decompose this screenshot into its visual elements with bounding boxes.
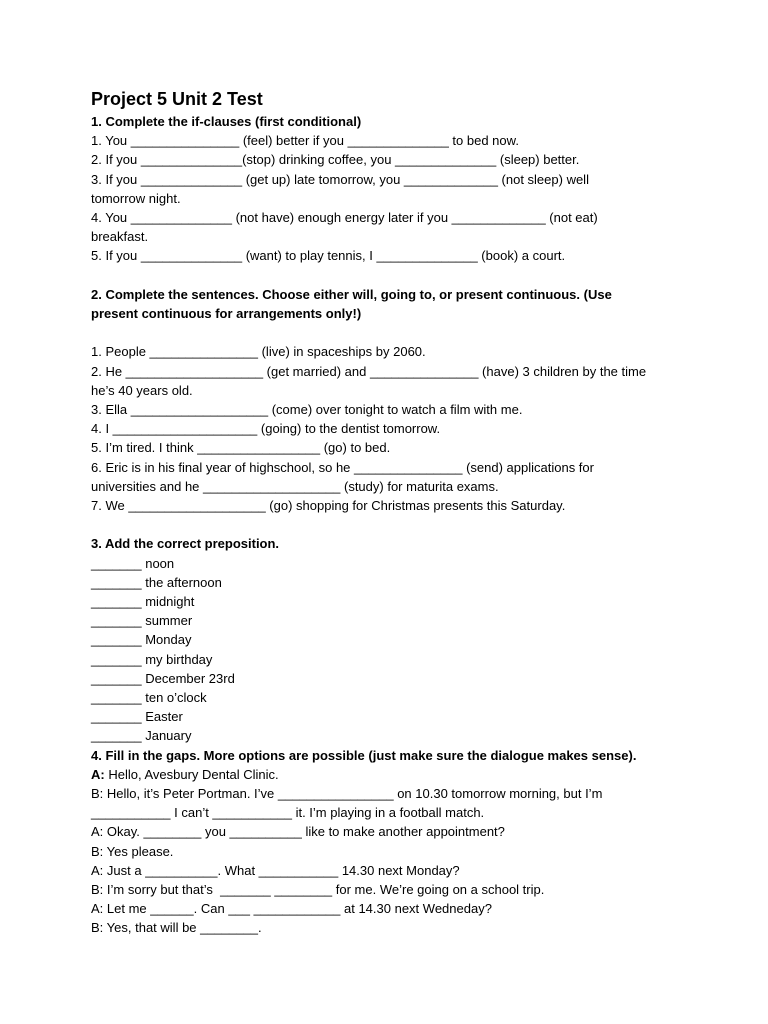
dialogue-text: Yes, that will be ________.: [103, 920, 262, 936]
dialogue-line: [91, 765, 691, 784]
section-2-line: 6. Eric is in his final year of highschool, so he _______________ (send) applications for: [91, 459, 594, 475]
dialogue-text: Yes please.: [103, 843, 174, 859]
section-1-line: 2. If you ______________(stop) drinking coffee, you ______________ (sleep) better.: [91, 152, 580, 168]
dialogue-speaker: B:: [91, 843, 104, 859]
dialogue-text: ___________ I can’t ___________ it. I’m playing in a football match.: [91, 805, 485, 821]
section-4: [91, 746, 691, 938]
preposition-item: _______ Easter: [91, 709, 183, 725]
preposition-item: _______ midnight: [91, 594, 195, 610]
section-2-line: 2. He ___________________ (get married) and _______________ (have) 3 children by the time: [91, 363, 647, 379]
section-1-heading: 1. Complete the if-clauses (first conditional): [91, 114, 362, 129]
section-2-line: 4. I ____________________ (going) to the dentist tomorrow.: [91, 421, 441, 437]
dialogue-line: [91, 842, 691, 861]
page-title: Project 5 Unit 2 Test: [91, 89, 263, 109]
section-1-line: 1. You _______________ (feel) better if you ______________ to bed now.: [91, 133, 519, 149]
dialogue-speaker: A:: [91, 766, 105, 782]
dialogue-line: [91, 918, 691, 937]
dialogue-line: [91, 803, 691, 822]
preposition-item: _______ January: [91, 728, 192, 744]
section-1-line: tomorrow night.: [91, 190, 181, 206]
section-3: [91, 534, 691, 745]
dialogue-text: Let me ______. Can ___ ____________ at 14.30 next Wedneday?: [103, 901, 492, 917]
section-1-line: 4. You ______________ (not have) enough energy later if you _____________ (not eat): [91, 210, 598, 226]
preposition-item: _______ my birthday: [91, 651, 213, 667]
dialogue-text: Okay. ________ you __________ like to make another appointment?: [103, 824, 505, 840]
section-4-heading: 4. Fill in the gaps. More options are possible (just make sure the dialogue makes sense).: [91, 747, 637, 763]
dialogue-line: [91, 861, 691, 880]
dialogue-line: [91, 899, 691, 918]
dialogue-speaker: B:: [91, 882, 104, 898]
dialogue-speaker: B:: [91, 920, 104, 936]
dialogue-speaker: A:: [91, 901, 104, 917]
dialogue-line: [91, 784, 691, 803]
preposition-item: _______ noon: [91, 555, 175, 571]
dialogue-text: Hello, Avesbury Dental Clinic.: [104, 766, 279, 782]
section-2-line: 1. People _______________ (live) in spaceships by 2060.: [91, 344, 426, 360]
section-1-line: breakfast.: [91, 229, 149, 245]
section-2-line: 3. Ella ___________________ (come) over tonight to watch a film with me.: [91, 402, 523, 418]
section-2-line: 5. I’m tired. I think _________________ (go) to bed.: [91, 440, 391, 456]
section-1: [91, 112, 691, 266]
dialogue-line: [91, 822, 691, 841]
dialogue-speaker: B:: [91, 786, 104, 802]
section-2-line: universities and he ___________________ (study) for maturita exams.: [91, 478, 499, 494]
section-1-line: 3. If you ______________ (get up) late tomorrow, you _____________ (not sleep) well: [91, 171, 589, 187]
dialogue-line: [91, 880, 691, 899]
section-2: [91, 285, 691, 515]
preposition-item: _______ December 23rd: [91, 670, 235, 686]
preposition-item: _______ ten o’clock: [91, 690, 207, 706]
dialogue-text: I’m sorry but that’s _______ ________ for me. We’re going on a school trip.: [103, 882, 545, 898]
section-2-heading: present continuous for arrangements only!): [91, 306, 362, 322]
dialogue-speaker: A:: [91, 824, 104, 840]
section-2-heading: 2. Complete the sentences. Choose either will, going to, or present continuous. (Use: [91, 286, 612, 302]
section-1-line: 5. If you ______________ (want) to play tennis, I ______________ (book) a court.: [91, 248, 566, 264]
section-2-line: 7. We ___________________ (go) shopping for Christmas presents this Saturday.: [91, 498, 566, 514]
preposition-item: _______ summer: [91, 613, 193, 629]
dialogue-text: Just a __________. What ___________ 14.30 next Monday?: [103, 862, 460, 878]
section-2-line: he’s 40 years old.: [91, 382, 193, 398]
preposition-item: _______ the afternoon: [91, 574, 222, 590]
worksheet-content: [91, 88, 691, 938]
dialogue-text: Hello, it’s Peter Portman. I’ve ________________ on 10.30 tomorrow morning, but I’m: [103, 786, 603, 802]
section-3-heading: 3. Add the correct preposition.: [91, 536, 280, 552]
preposition-item: _______ Monday: [91, 632, 192, 648]
dialogue-speaker: A:: [91, 862, 104, 878]
